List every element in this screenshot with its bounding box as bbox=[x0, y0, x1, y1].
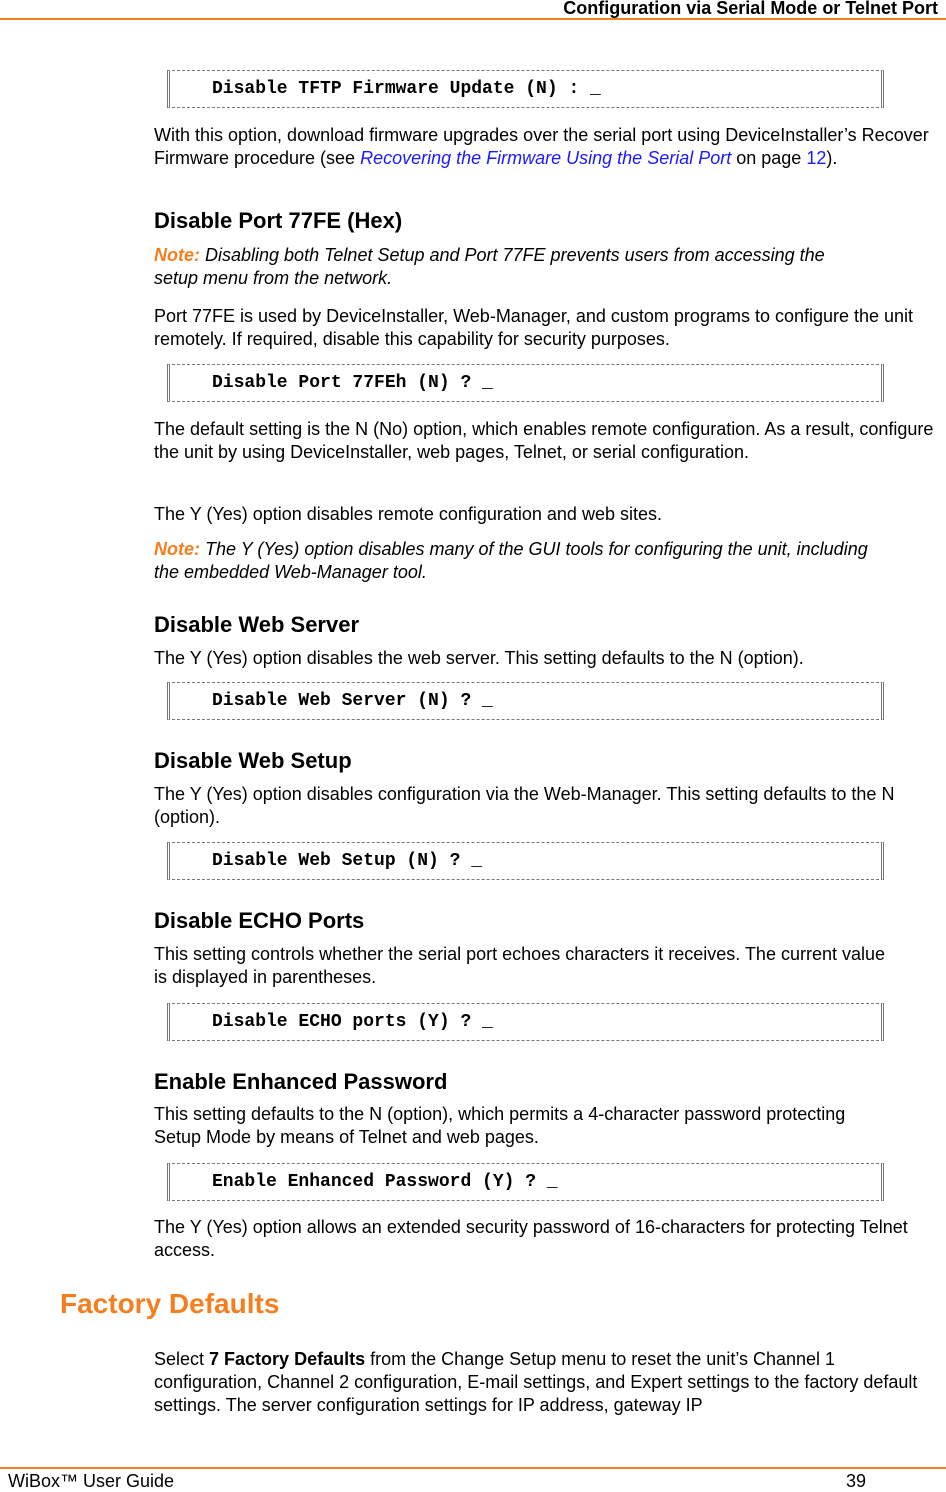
tftp-text-end: ). bbox=[826, 148, 838, 168]
websetup-code: Disable Web Setup (N) ? _ bbox=[212, 851, 483, 871]
websetup-code-box bbox=[167, 842, 884, 880]
password-code-box bbox=[167, 1163, 884, 1201]
tftp-description bbox=[154, 124, 934, 170]
factory-menu-option: 7 Factory Defaults bbox=[209, 1349, 366, 1369]
page-number: 39 bbox=[846, 1471, 867, 1491]
page-header-title: Configuration via Serial Mode or Telnet Port bbox=[563, 0, 938, 18]
note-label: Note: bbox=[154, 539, 200, 559]
tftp-code-box bbox=[167, 70, 884, 108]
password-yes-text: The Y (Yes) option allows an extended security password of 16-characters for protecting Telnet access. bbox=[154, 1217, 908, 1260]
footer-guide-title: WiBox™ User Guide bbox=[8, 1471, 175, 1491]
tftp-text-mid: on page bbox=[731, 148, 807, 168]
webserver-code-box bbox=[167, 682, 884, 720]
note-text: Disabling both Telnet Setup and Port 77FE prevents users from accessing the setup menu from the network. bbox=[154, 245, 825, 288]
tftp-text: With this option, download firmware upgrades over the serial port using DeviceInstaller’s Recover Firmware procedure (see bbox=[154, 125, 929, 168]
note-text: The Y (Yes) option disables many of the GUI tools for configuring the unit, including the embedded Web-Manager tool. bbox=[154, 539, 868, 582]
port77fe-note-2 bbox=[154, 538, 874, 584]
echo-body: This setting controls whether the serial port echoes characters it receives. The current value is displayed in parentheses. bbox=[154, 944, 886, 987]
echo-heading: Disable ECHO Ports bbox=[154, 908, 365, 933]
factory-defaults-body bbox=[154, 1348, 934, 1417]
password-code: Enable Enhanced Password (Y) ? _ bbox=[212, 1172, 558, 1192]
header-divider bbox=[0, 18, 946, 20]
port77fe-body: Port 77FE is used by DeviceInstaller, Web-Manager, and custom programs to configure the unit remotely. If required, disable this capability for security purposes. bbox=[154, 306, 914, 349]
echo-code: Disable ECHO ports (Y) ? _ bbox=[212, 1012, 493, 1032]
recovering-firmware-link[interactable]: Recovering the Firmware Using the Serial Port bbox=[360, 148, 732, 168]
echo-code-box bbox=[167, 1003, 884, 1041]
port77fe-yes-text: The Y (Yes) option disables remote configuration and web sites. bbox=[154, 504, 662, 524]
webserver-code: Disable Web Server (N) ? _ bbox=[212, 691, 493, 711]
port77fe-note bbox=[154, 244, 834, 290]
webserver-body: The Y (Yes) option disables the web server. This setting defaults to the N (option). bbox=[154, 648, 804, 668]
tftp-code: Disable TFTP Firmware Update (N) : _ bbox=[212, 79, 601, 99]
password-body: This setting defaults to the N (option), which permits a 4-character password protecting Setup Mode by means of Telnet and web pages. bbox=[154, 1104, 846, 1147]
note-label: Note: bbox=[154, 245, 200, 265]
password-heading: Enable Enhanced Password bbox=[154, 1069, 448, 1094]
port77fe-code: Disable Port 77FEh (N) ? _ bbox=[212, 373, 493, 393]
footer-divider bbox=[0, 1467, 946, 1469]
factory-text-pre: Select bbox=[154, 1349, 210, 1369]
port77fe-code-box bbox=[167, 364, 884, 402]
factory-text-post: from the Change Setup menu to reset the unit’s Channel 1 configuration, Channel 2 configuration, E-mail settings, and Expert settings to the factory default settings. The server configuration settings for IP address, gateway IP bbox=[154, 1349, 918, 1415]
websetup-heading: Disable Web Setup bbox=[154, 748, 352, 773]
websetup-body: The Y (Yes) option disables configuration via the Web-Manager. This setting defaults to the N (option). bbox=[154, 784, 895, 827]
webserver-heading: Disable Web Server bbox=[154, 612, 360, 637]
page-12-link[interactable]: 12 bbox=[806, 148, 827, 168]
port77fe-heading: Disable Port 77FE (Hex) bbox=[154, 208, 403, 233]
factory-defaults-heading: Factory Defaults bbox=[60, 1288, 280, 1319]
port77fe-default-text: The default setting is the N (No) option, which enables remote configuration. As a result, configure the unit by using DeviceInstaller, web pages, Telnet, or serial configuration. bbox=[154, 419, 934, 462]
